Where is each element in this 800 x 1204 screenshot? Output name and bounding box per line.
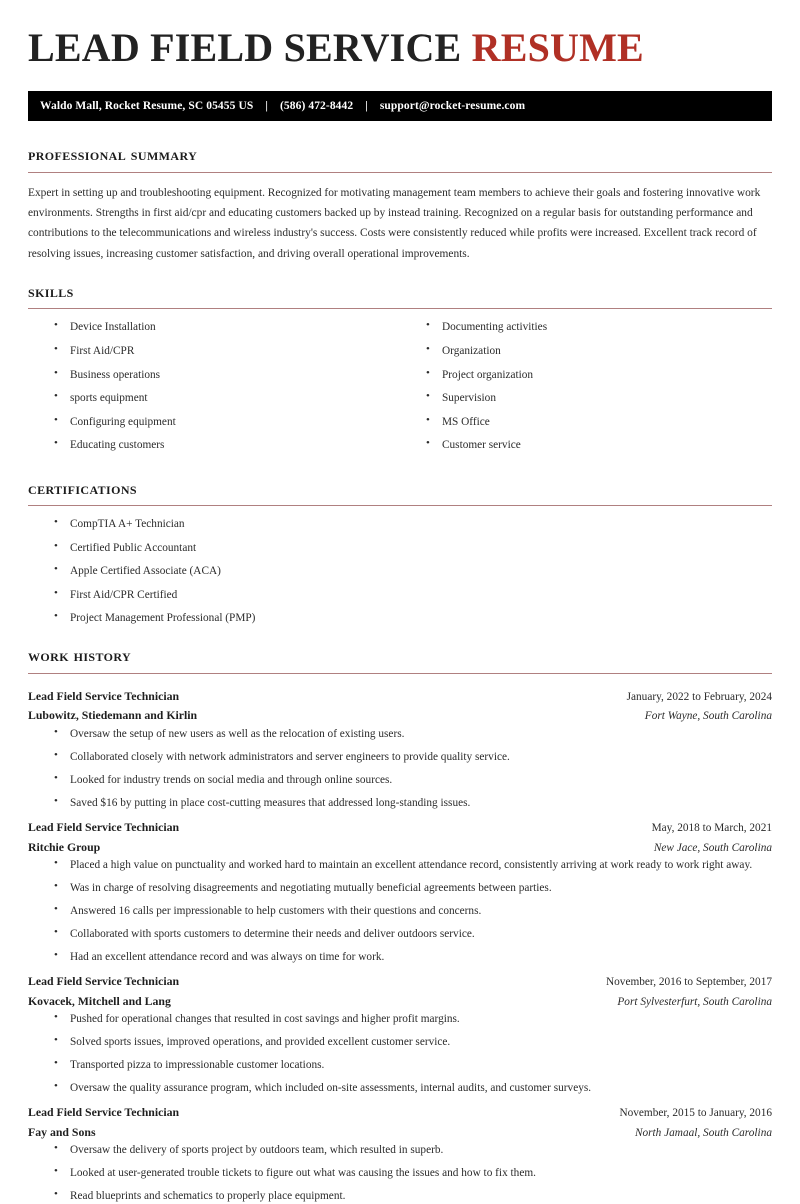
skills-list-left [28,319,400,453]
certifications-list [28,516,772,626]
job-company: Lubowitz, Stiedemann and Kirlin [28,708,198,723]
page-title-accent: RESUME [471,25,644,70]
skills-columns [28,319,772,460]
section-skills [28,282,772,461]
job-title-row [28,972,772,992]
section-heading-skills: skills [28,281,74,301]
work-history-entry [28,818,772,965]
job-bullet-item: • Saved $16 by putting in place cost-cutting measures that addressed long-standing issues. [54,795,772,811]
job-bullet-item: • Placed a high value on punctuality and worked hard to maintain an excellent attendance record, consistently arriving at work ready to work right away. [54,857,772,873]
work-history-entry [28,687,772,811]
job-company: Fay and Sons [28,1124,96,1139]
job-bullet-item: • Solved sports issues, improved operations, and provided excellent customer service. [54,1034,772,1050]
job-location: New Jace, South Carolina [653,841,772,854]
job-bullet-list [28,857,772,965]
section-rule [28,172,772,173]
job-bullet-list [28,1011,772,1096]
section-certifications [28,479,772,627]
job-bullet-item: • Collaborated with sports customers to determine their needs and deliver outdoors service. [54,926,772,942]
skills-column-left [28,319,400,460]
job-bullet-list [28,1142,772,1204]
job-company-row [28,992,772,1012]
job-title: Lead Field Service Technician [28,1105,180,1120]
job-bullet-item: • Oversaw the quality assurance program, which included on-site assessments, internal audits, and customer surveys. [54,1080,772,1096]
contact-bar [28,91,772,121]
work-history-entry [28,972,772,1096]
job-company: Ritchie Group [28,839,101,854]
contact-email[interactable]: support@rocket-resume.com [379,100,526,113]
skill-item: • Documenting activities [426,319,772,335]
skill-item: • Configuring equipment [54,414,400,430]
job-location: Fort Wayne, South Carolina [644,710,772,723]
contact-separator-1: | [265,100,268,113]
job-location: Port Sylvesterfurt, South Carolina [617,995,772,1008]
job-bullet-item: • Oversaw the setup of new users as well as the relocation of existing users. [54,726,772,742]
job-bullet-item: • Looked at user-generated trouble tickets to figure out what was causing the issues and how to fix them. [54,1165,772,1181]
skill-item: • MS Office [426,414,772,430]
job-bullet-item: • Looked for industry trends on social media and through online sources. [54,772,772,788]
job-company-row [28,706,772,726]
skill-item: • Organization [426,343,772,359]
job-bullet-item: • Collaborated closely with network administrators and server engineers to provide quality service. [54,749,772,765]
job-dates: November, 2016 to September, 2017 [605,976,772,989]
skill-item: • Customer service [426,437,772,453]
page-title [28,26,772,69]
job-bullet-item: • Read blueprints and schematics to properly place equipment. [54,1188,772,1204]
job-bullet-list [28,726,772,811]
skill-item: • Business operations [54,367,400,383]
section-heading-professional-summary: professional summary [28,145,198,165]
section-heading-certifications: certifications [28,478,137,498]
job-dates: November, 2015 to January, 2016 [619,1107,772,1120]
skill-item: • Supervision [426,390,772,406]
section-rule [28,673,772,674]
job-company: Kovacek, Mitchell and Lang [28,993,171,1008]
section-rule [28,505,772,506]
contact-address: Waldo Mall, Rocket Resume, SC 05455 US [40,100,254,113]
skill-item: • First Aid/CPR [54,343,400,359]
contact-phone[interactable]: (586) 472-8442 [279,100,354,113]
section-rule [28,308,772,309]
page-title-main: LEAD FIELD SERVICE [28,25,462,70]
section-heading-work-history: work history [28,646,132,666]
work-history-entry [28,1103,772,1204]
skill-item: • sports equipment [54,390,400,406]
section-professional-summary [28,145,772,264]
professional-summary-text: Expert in setting up and troubleshooting equipment. Recognized for motivating management team members to achieve their goals and fostering innovative work environments. Strengths in first aid/cpr and educating customers backed up by instead training. Recognized on a regular basis for outstanding performance and contributions to the telecommunications and wireless industry's success. Costs were consistently reduced while profits were increased. Excellent track record of resolving issues, increasing customer satisfaction, and driving overall operational improvements. [28,186,761,260]
job-location: North Jamaal, South Carolina [634,1126,772,1139]
job-bullet-item: • Pushed for operational changes that resulted in cost savings and higher profit margins. [54,1011,772,1027]
certification-item: • First Aid/CPR Certified [54,587,772,603]
job-bullet-item: • Transported pizza to impressionable customer locations. [54,1057,772,1073]
job-bullet-item: • Oversaw the delivery of sports project by outdoors team, which resulted in superb. [54,1142,772,1158]
section-work-history [28,646,772,1204]
skills-column-right [400,319,772,460]
contact-separator-2: | [365,100,368,113]
job-title-row [28,687,772,707]
job-bullet-item: • Was in charge of resolving disagreements and negotiating mutually beneficial agreements between parties. [54,880,772,896]
skills-list-right [400,319,772,453]
certification-item: • Certified Public Accountant [54,540,772,556]
job-bullet-item: • Answered 16 calls per impressionable to help customers with their questions and concerns. [54,903,772,919]
job-company-row [28,1123,772,1143]
certification-item: • Apple Certified Associate (ACA) [54,563,772,579]
job-title: Lead Field Service Technician [28,974,180,989]
skill-item: • Device Installation [54,319,400,335]
job-title-row [28,818,772,838]
skill-item: • Educating customers [54,437,400,453]
job-title-row [28,1103,772,1123]
job-company-row [28,838,772,858]
skill-item: • Project organization [426,367,772,383]
certification-item: • CompTIA A+ Technician [54,516,772,532]
work-history-jobs [28,687,772,1204]
job-bullet-item: • Had an excellent attendance record and was always on time for work. [54,949,772,965]
job-dates: January, 2022 to February, 2024 [626,690,772,703]
job-title: Lead Field Service Technician [28,688,180,703]
job-title: Lead Field Service Technician [28,820,180,835]
job-dates: May, 2018 to March, 2021 [651,822,772,835]
certification-item: • Project Management Professional (PMP) [54,610,772,626]
certifications-list-wrap [28,516,772,626]
